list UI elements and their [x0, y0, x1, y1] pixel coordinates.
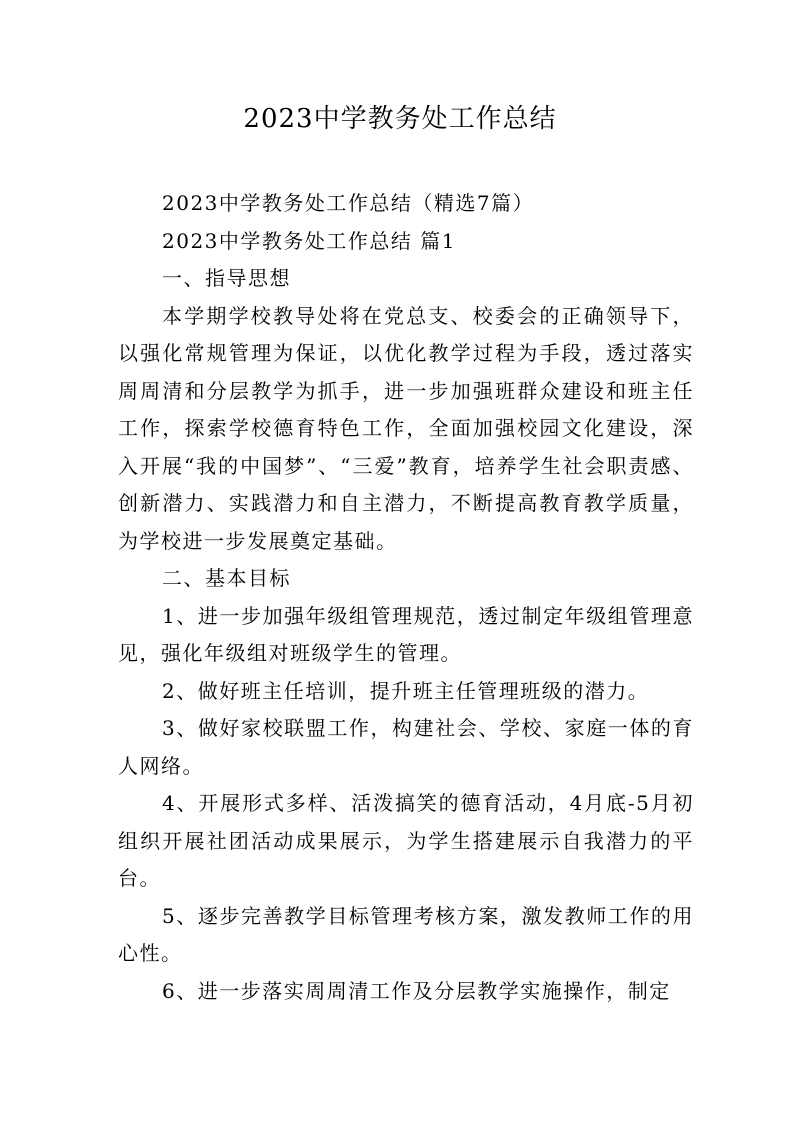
paragraph-heading-basic-goals: 二、基本目标 [162, 566, 291, 590]
paragraph-goal-3: 3、做好家校联盟工作，构建社会、学校、家庭一体的育人网络。 [118, 716, 694, 778]
paragraph-goal-4: 4、开展形式多样、活泼搞笑的德育活动，4月底-5月初组织开展社团活动成果展示，为学生搭建展示自我潜力的平台。 [118, 791, 694, 890]
paragraph-goal-6: 6、进一步落实周周清工作及分层教学实施操作，制定 [162, 978, 671, 1003]
paragraph-goal-2: 2、做好班主任培训，提升班主任管理班级的潜力。 [162, 678, 650, 703]
document-title: 2023中学教务处工作总结 [243, 104, 557, 134]
paragraph-guiding-idea-body: 本学期学校教导处将在党总支、校委会的正确领导下，以强化常规管理为保证，以优化教学过程为手段，透过落实周周清和分层教学为抓手，进一步加强班群众建设和班主任工作，探索学校德育特色工作，全面加强校园文化建设，深入开展“我的中国梦”、“三爱”教育，培养学生社会职责感、创新潜力、实践潜力和自主潜力，不断提高教育教学质量，为学校进一步发展奠定基础。 [118, 303, 694, 553]
document-body [118, 185, 694, 1010]
paragraph-section-heading: 2023中学教务处工作总结 篇1 [162, 228, 456, 253]
paragraph-subtitle: 2023中学教务处工作总结（精选7篇） [162, 191, 535, 215]
paragraph-goal-5: 5、逐步完善教学目标管理考核方案，激发教师工作的用心性。 [118, 903, 694, 965]
paragraph-goal-1: 1、进一步加强年级组管理规范，透过制定年级组管理意见，强化年级组对班级学生的管理。 [118, 603, 694, 665]
paragraph-heading-guiding-idea: 一、指导思想 [162, 266, 291, 290]
